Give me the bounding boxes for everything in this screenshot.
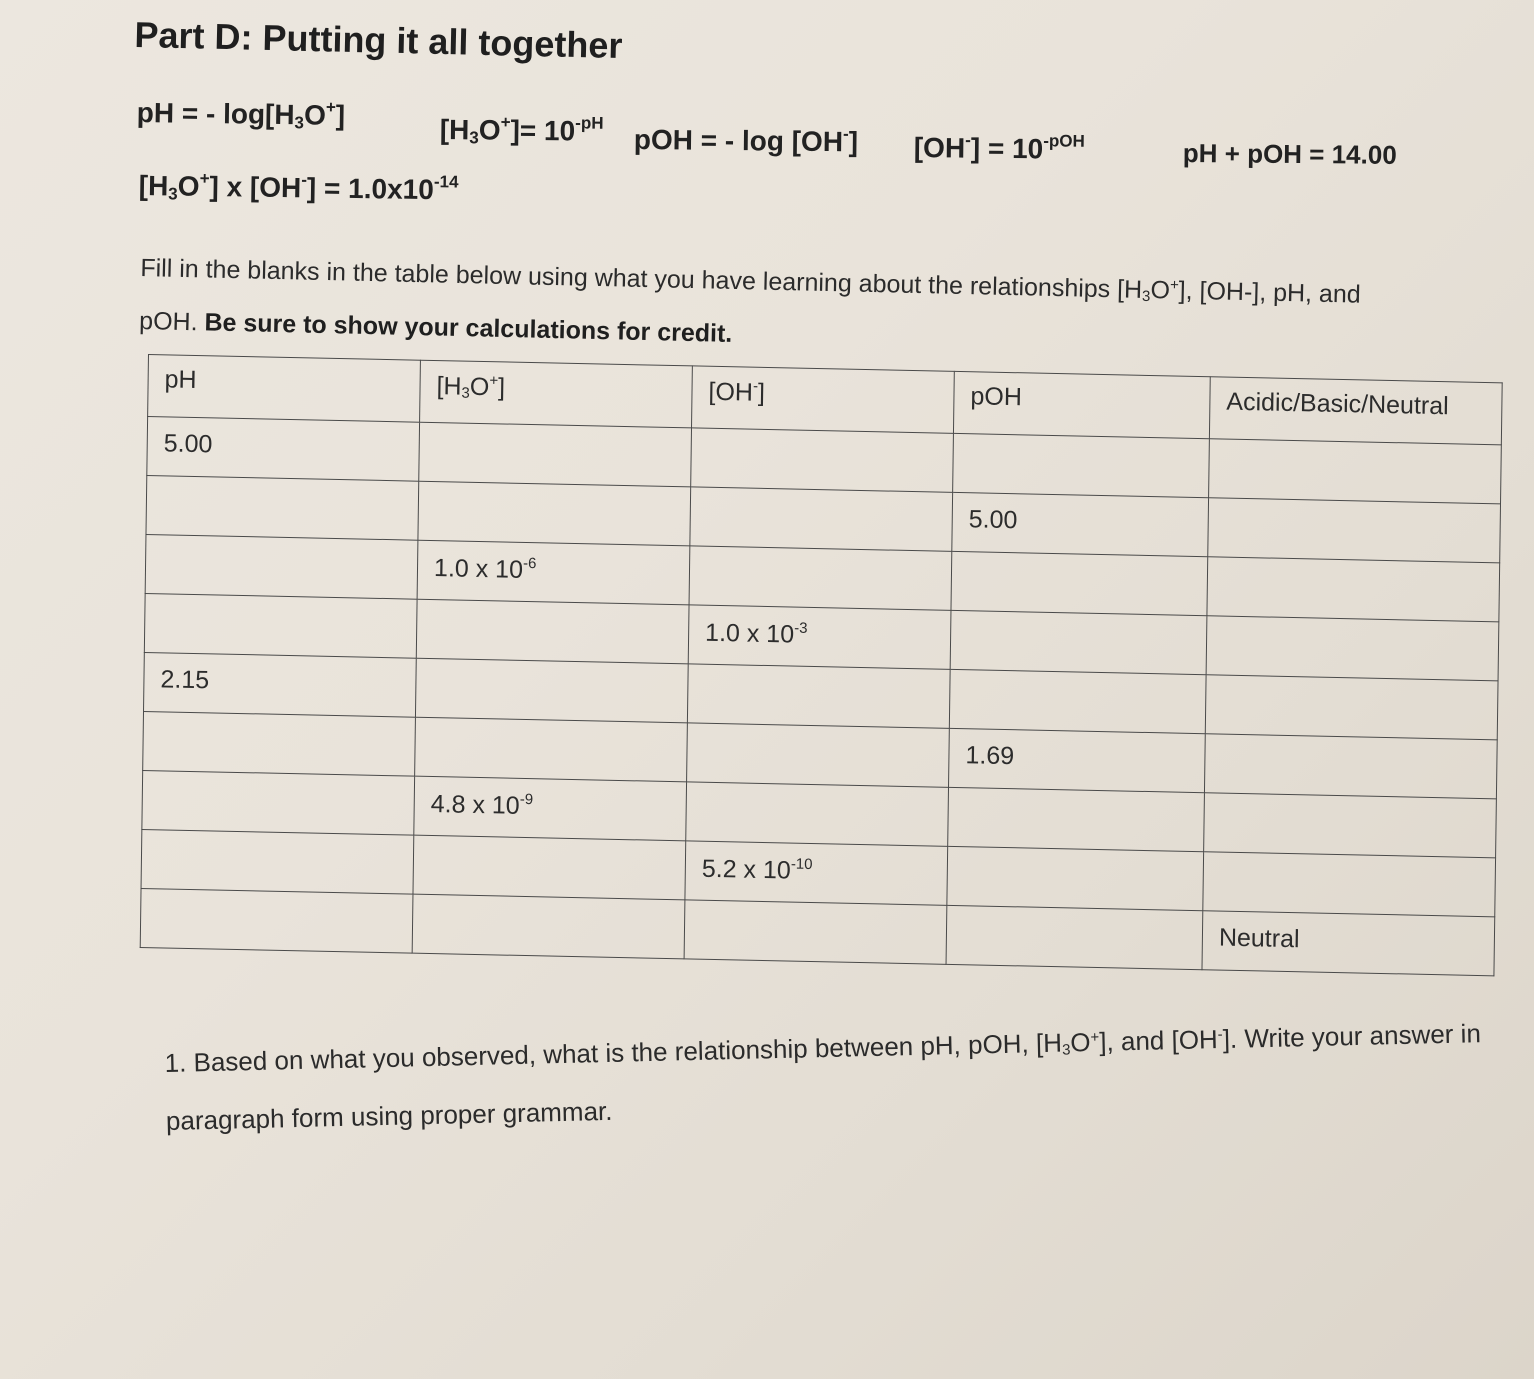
cell-h3o[interactable] bbox=[419, 422, 692, 487]
cell-acidic-basic-neutral[interactable] bbox=[1204, 734, 1497, 799]
ph-data-table bbox=[140, 354, 1503, 976]
cell-oh[interactable]: 5.2 x $10^{-10}$ bbox=[685, 841, 948, 905]
cell-poh[interactable] bbox=[953, 433, 1210, 497]
header-h3o: $[H_3O^+]$ bbox=[420, 360, 693, 428]
header-acidic-basic-neutral: Acidic/Basic/Neutral bbox=[1209, 377, 1502, 445]
cell-acidic-basic-neutral[interactable] bbox=[1203, 852, 1496, 917]
cell-ph[interactable] bbox=[146, 476, 419, 541]
cell-ph[interactable] bbox=[145, 534, 418, 599]
cell-poh[interactable] bbox=[947, 846, 1204, 910]
instructions-emphasis: Be sure to show your calculations for credit. bbox=[204, 308, 733, 348]
instructions-paragraph: Fill in the blanks in the table below using what you have learning about the relationships $[H_3O^+]$, [OH-], pH, and pOH. Be sure to show your calculations for credit. bbox=[138, 253, 1361, 348]
cell-ph[interactable]: 2.15 bbox=[144, 652, 417, 717]
cell-ph[interactable] bbox=[143, 711, 416, 776]
cell-poh[interactable] bbox=[946, 905, 1203, 969]
header-oh: [OH-] bbox=[692, 366, 955, 433]
cell-poh[interactable]: 1.69 bbox=[949, 728, 1206, 792]
cell-oh[interactable] bbox=[687, 723, 950, 787]
cell-h3o[interactable]: 1.0 x $10^{-6}$ bbox=[417, 540, 690, 605]
question-1: 1. Based on what you observed, what is the relationship between pH, pOH, $[H_3O^+]$, and [OH-]. Write your answer in paragraph form using proper grammar. bbox=[164, 1018, 1482, 1136]
cell-h3o[interactable] bbox=[415, 717, 688, 782]
cell-ph[interactable] bbox=[144, 593, 417, 658]
formula-water-ion-product: $[H_3O^+]$ x $[OH^-] = 1.0x10^{-14}$ bbox=[138, 168, 459, 206]
cell-poh[interactable] bbox=[951, 551, 1208, 615]
cell-poh[interactable] bbox=[948, 787, 1205, 851]
cell-ph[interactable] bbox=[140, 888, 413, 953]
formula-poh-definition: pOH = - log [OH-] bbox=[633, 123, 859, 158]
cell-oh[interactable] bbox=[691, 428, 954, 492]
cell-acidic-basic-neutral[interactable] bbox=[1204, 793, 1497, 858]
cell-acidic-basic-neutral[interactable]: Neutral bbox=[1202, 911, 1495, 976]
cell-h3o[interactable] bbox=[418, 481, 691, 546]
cell-ph[interactable] bbox=[141, 829, 414, 894]
cell-ph[interactable] bbox=[142, 770, 415, 835]
formula-ph-definition: pH = - $\log[H_3O^+]$ bbox=[136, 96, 346, 133]
formula-oh-definition: $[OH^-] = 10^{-pOH}$ bbox=[913, 130, 1085, 165]
cell-poh[interactable]: 5.00 bbox=[952, 492, 1209, 556]
cell-oh[interactable] bbox=[686, 782, 949, 846]
cell-acidic-basic-neutral[interactable] bbox=[1209, 439, 1502, 504]
cell-acidic-basic-neutral[interactable] bbox=[1205, 675, 1498, 740]
cell-h3o[interactable] bbox=[412, 894, 685, 959]
header-poh: pOH bbox=[953, 371, 1210, 438]
cell-oh[interactable] bbox=[684, 900, 947, 964]
cell-h3o[interactable] bbox=[416, 599, 689, 664]
cell-h3o[interactable] bbox=[415, 658, 688, 723]
cell-acidic-basic-neutral[interactable] bbox=[1206, 616, 1499, 681]
formula-h3o-definition: $[H_3O^+]= 10^{-pH}$ bbox=[439, 112, 604, 148]
cell-acidic-basic-neutral[interactable] bbox=[1208, 498, 1501, 563]
cell-ph[interactable]: 5.00 bbox=[147, 417, 420, 482]
cell-oh[interactable] bbox=[690, 487, 953, 551]
cell-oh[interactable]: 1.0 x $10^{-3}$ bbox=[688, 605, 951, 669]
cell-oh[interactable] bbox=[687, 664, 950, 728]
cell-oh[interactable] bbox=[689, 546, 952, 610]
cell-poh[interactable] bbox=[949, 669, 1206, 733]
formula-ph-poh-sum: pH + pOH = 14.00 bbox=[1182, 138, 1397, 170]
cell-h3o[interactable]: 4.8 x $10^{-9}$ bbox=[414, 776, 687, 841]
cell-h3o[interactable] bbox=[413, 835, 686, 900]
header-ph: pH bbox=[148, 355, 421, 423]
page-title: Part D: Putting it all together bbox=[134, 14, 623, 67]
cell-poh[interactable] bbox=[950, 610, 1207, 674]
cell-acidic-basic-neutral[interactable] bbox=[1207, 557, 1500, 622]
